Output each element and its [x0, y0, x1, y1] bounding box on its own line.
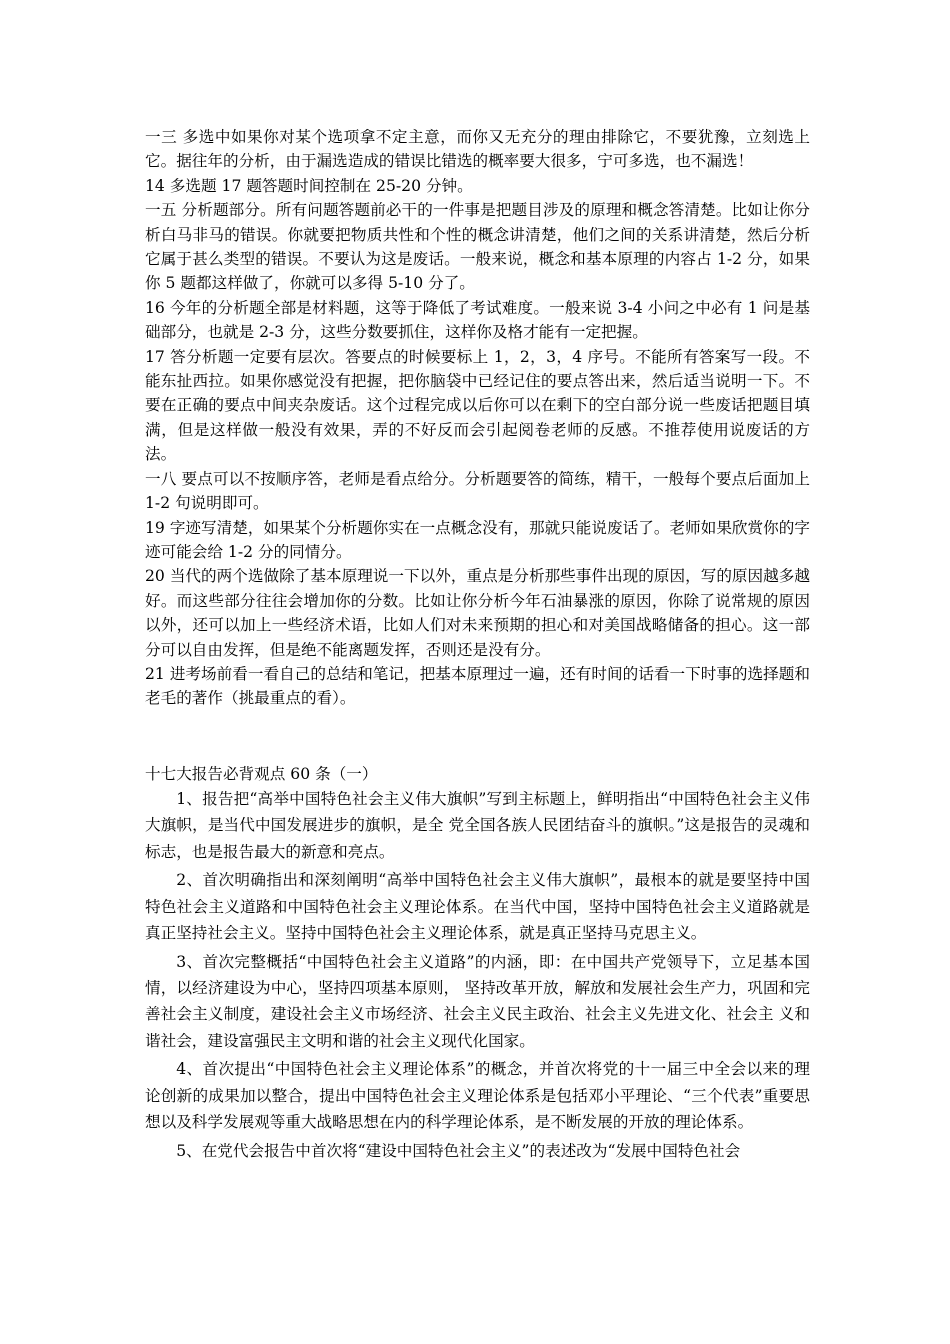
tip-paragraph: 一三 多选中如果你对某个选项拿不定主意，而你又无充分的理由排除它，不要犹豫，立刻选上它。据往年的分析，由于漏选造成的错误比错选的概率要大很多，宁可多选，也不漏选！ — [145, 128, 810, 171]
tip-paragraph: 14 多选题 17 题答题时间控制在 25-20 分钟。 — [145, 176, 473, 195]
tip-paragraph: 21 进考场前看一看自己的总结和笔记，把基本原理过一遍，还有时间的话看一下时事的选择题和老毛的著作（挑最重点的看）。 — [145, 664, 810, 708]
document-page — [145, 125, 810, 1166]
report-point: 4、首次提出“中国特色社会主义理论体系”的概念，并首次将党的十一届三中全会以来的理论创新的成果加以整合，提出中国特色社会主义理论体系是包括邓小平理论、“三个代表”重要思想以及科学发展观等重大战略思想在内的科学理论体系，是不断发展的开放的理论体系。 — [145, 1060, 810, 1131]
tip-paragraph: 20 当代的两个选做除了基本原理说一下以外，重点是分析那些事件出现的原因，写的原因越多越好。而这些部分往往会增加你的分数。比如让你分析今年石油暴涨的原因，你除了说常规的原因以外，还可以加上一些经济术语，比如人们对未来预期的担心和对美国战略储备的担心。这一部分可以自由发挥，但是绝不能离题发挥，否则还是没有分。 — [145, 567, 810, 659]
section-gap — [145, 711, 810, 762]
report-points-list — [145, 786, 810, 1164]
report-section — [145, 762, 810, 1164]
tip-paragraph: 17 答分析题一定要有层次。答要点的时候要标上 1，2，3，4 序号。不能所有答案写一段。不能东扯西拉。如果你感觉没有把握，把你脑袋中已经记住的要点答出来，然后适当说明一下。不要在正确的要点中间夹杂废话。这个过程完成以后你可以在剩下的空白部分说一些废话把题目填满，但是这样做一般没有效果，弄的不好反而会引起阅卷老师的反感。不推荐使用说废话的方法。 — [145, 347, 810, 464]
tip-paragraph: 19 字迹写清楚，如果某个分析题你实在一点概念没有，那就只能说废话了。老师如果欣赏你的字迹可能会给 1-2 分的同情分。 — [145, 518, 810, 561]
report-heading: 十七大报告必背观点 60 条（一） — [145, 764, 378, 783]
report-point: 5、在党代会报告中首次将“建设中国特色社会主义”的表述改为“发展中国特色社会 — [176, 1141, 741, 1160]
exam-tips-section — [145, 125, 810, 711]
report-point: 3、首次完整概括“中国特色社会主义道路”的内涵，即：在中国共产党领导下，立足基本国情，以经济建设为中心，坚持四项基本原则， 坚持改革开放，解放和发展社会生产力，巩固和完善社会主义制度，建设社会主义市场经济、社会主义民主政治、社会主义先进文化、社会主 义和谐社会，建设富强民主文明和谐的社会主义现代化国家。 — [145, 952, 810, 1050]
report-point: 2、首次明确指出和深刻阐明“高举中国特色社会主义伟大旗帜”，最根本的就是要坚持中国特色社会主义道路和中国特色社会主义理论体系。在当代中国，坚持中国特色社会主义道路就是真正坚持社会主义。坚持中国特色社会主义理论体系，就是真正坚持马克思主义。 — [145, 871, 810, 943]
report-point: 1、报告把“高举中国特色社会主义伟大旗帜”写到主标题上，鲜明指出“中国特色社会主义伟大旗帜，是当代中国发展进步的旗帜，是全 党全国各族人民团结奋斗的旗帜。”这是报告的灵魂和标志，也是报告最大的新意和亮点。 — [145, 790, 810, 861]
tip-paragraph: 16 今年的分析题全部是材料题，这等于降低了考试难度。一般来说 3-4 小问之中必有 1 问是基础部分，也就是 2-3 分，这些分数要抓住，这样你及格才能有一定把握。 — [145, 298, 810, 342]
tip-paragraph: 一五 分析题部分。所有问题答题前必干的一件事是把题目涉及的原理和概念答清楚。比如让你分析白马非马的错误。你就要把物质共性和个性的概念讲清楚，他们之间的关系讲清楚，然后分析它属于甚么类型的错误。不要认为这是废话。一般来说，概念和基本原理的内容占 1-2 分，如果你 5 题都这样做了，你就可以多得 5-10 分了。 — [145, 201, 810, 293]
tip-paragraph: 一八 要点可以不按顺序答，老师是看点给分。分析题要答的简练，精干，一般每个要点后面加上 1-2 句说明即可。 — [145, 469, 810, 513]
